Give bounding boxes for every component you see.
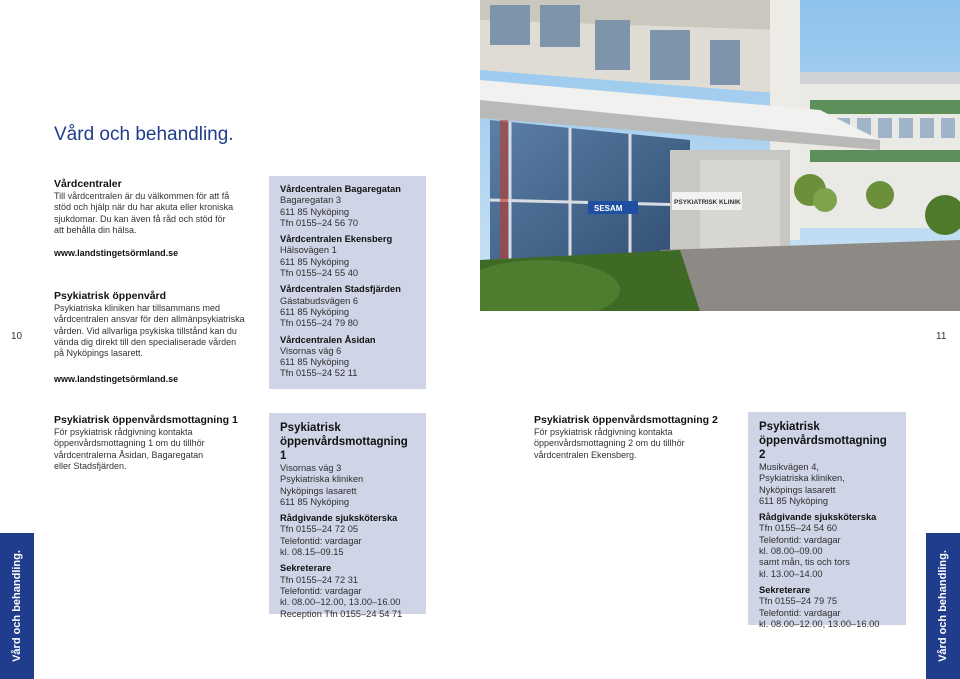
text-line: sjukdomar. Du kan även få råd och stöd för bbox=[54, 213, 226, 224]
center-line: Bagaregatan 3 bbox=[280, 195, 341, 206]
nurse-line: Tfn 0155–24 72 05 bbox=[280, 524, 359, 535]
text-line: vårdcentralen ansvar för den allmänpsykiatriska bbox=[54, 314, 245, 325]
oppenvard-heading: Psykiatrisk öppenvård bbox=[54, 290, 167, 302]
center-line: Gästabudsvägen 6 bbox=[280, 295, 359, 306]
text-line: För psykiatrisk rådgivning kontakta bbox=[54, 427, 193, 437]
address-line: Musikvägen 4, bbox=[759, 462, 819, 472]
address-line: 611 85 Nyköping bbox=[759, 495, 829, 506]
page-number-left: 10 bbox=[11, 331, 23, 342]
side-tab-label: Vård och behandling. bbox=[937, 550, 949, 662]
address-line: Nyköpings lasarett bbox=[759, 484, 836, 495]
vardcentraler-link[interactable]: www.landstingetsörmland.se bbox=[54, 248, 179, 259]
oppenvard-text bbox=[54, 303, 259, 359]
center-line: Tfn 0155–24 52 11 bbox=[280, 368, 358, 379]
nurse-line: Tfn 0155–24 54 60 bbox=[759, 523, 838, 534]
section-oppenvard bbox=[54, 290, 259, 384]
sign-entrance: SESAM bbox=[594, 204, 623, 213]
nurse-line: kl. 08.15–09.15 bbox=[280, 547, 344, 558]
section-vardcentraler bbox=[54, 178, 259, 258]
center-entry bbox=[280, 335, 415, 380]
box-title: öppenvårdsmottagning 1 bbox=[280, 436, 408, 462]
text-line: stöd och hjälp när du har akuta eller kroniska bbox=[54, 202, 234, 213]
text-line: Till vårdcentralen är du välkommen för att få bbox=[54, 191, 230, 201]
mottagning-1-heading: Psykiatrisk öppenvårdsmottagning 1 bbox=[54, 414, 238, 426]
side-tab-right bbox=[926, 533, 960, 679]
nurse-heading: Rådgivande sjuksköterska bbox=[280, 513, 398, 524]
vardcentral-address-box bbox=[269, 176, 426, 389]
sign-clinic: PSYKIATRISK KLINIK bbox=[674, 199, 741, 206]
building-photo bbox=[480, 0, 960, 311]
secretary-line: Telefontid: vardagar bbox=[759, 607, 841, 618]
text-line: eller Stadsfjärden. bbox=[54, 460, 127, 471]
text-line: För psykiatrisk rådgivning kontakta bbox=[534, 427, 673, 437]
address-line: Visornas väg 3 bbox=[280, 463, 342, 473]
center-line: 611 85 Nyköping bbox=[280, 206, 350, 217]
center-line: 611 85 Nyköping bbox=[280, 256, 350, 267]
text-line: öppenvårdsmottagning 2 om du tillhör bbox=[534, 438, 685, 449]
section-mottagning-2 bbox=[534, 414, 734, 461]
secretary-line: Tfn 0155–24 79 75 bbox=[759, 596, 838, 607]
box-title: Psykiatrisk bbox=[280, 422, 341, 434]
text-line: att behålla din hälsa. bbox=[54, 224, 137, 235]
page-number-right: 11 bbox=[936, 331, 947, 342]
address-line: 611 85 Nyköping bbox=[280, 496, 350, 507]
address-line: Nyköpings lasarett bbox=[280, 485, 357, 496]
center-name: Vårdcentralen Stadsfjärden bbox=[280, 284, 401, 295]
text-line: vården. Vid allvarliga psykiska tillstånd kan du bbox=[54, 325, 237, 336]
text-line: på Nyköpings lasarett. bbox=[54, 348, 144, 359]
address-line: Psykiatriska kliniken bbox=[280, 474, 364, 485]
mottagning-2-box bbox=[748, 412, 906, 629]
secretary-heading: Sekreterare bbox=[280, 563, 332, 574]
center-line: 611 85 Nyköping bbox=[280, 357, 350, 368]
center-line: Visornas väg 6 bbox=[280, 345, 342, 356]
vardcentraler-text bbox=[54, 191, 259, 236]
text-line: vända dig direkt till den specialiserade vården bbox=[54, 336, 237, 347]
center-entry bbox=[280, 234, 415, 279]
nurse-line: kl. 13.00–14.00 bbox=[759, 568, 823, 579]
vardcentraler-heading: Vårdcentraler bbox=[54, 178, 122, 190]
nurse-heading: Rådgivande sjuksköterska bbox=[759, 512, 877, 523]
text-line: öppenvårdsmottagning 1 om du tillhör bbox=[54, 438, 205, 449]
nurse-line: kl. 08.00–09.00 bbox=[759, 546, 823, 557]
center-line: Tfn 0155–24 79 80 bbox=[280, 318, 359, 329]
center-entry bbox=[280, 284, 415, 329]
nurse-line: samt mån, tis och tors bbox=[759, 557, 850, 568]
nurse-line: Telefontid: vardagar bbox=[759, 534, 841, 545]
center-line: Tfn 0155–24 56 70 bbox=[280, 217, 359, 228]
mottagning-1-box bbox=[269, 413, 426, 619]
box-title: öppenvårdsmottagning 2 bbox=[759, 435, 887, 461]
text-line: vårdcentralen Ekensberg. bbox=[534, 449, 637, 460]
building-illustration bbox=[480, 0, 960, 311]
text-line: vårdcentralerna Åsidan, Bagaregatan bbox=[54, 449, 204, 460]
page-title: Vård och behandling. bbox=[54, 124, 234, 145]
center-line: 611 85 Nyköping bbox=[280, 306, 350, 317]
secretary-line: Reception Tfn 0155–24 54 71 bbox=[280, 608, 403, 619]
secretary-line: kl. 08.00–12.00, 13.00–16.00 bbox=[280, 597, 401, 608]
nurse-line: Telefontid: vardagar bbox=[280, 535, 362, 546]
center-name: Vårdcentralen Ekensberg bbox=[280, 234, 393, 245]
center-name: Vårdcentralen Åsidan bbox=[280, 334, 376, 345]
side-tab-left bbox=[0, 533, 34, 679]
center-name: Vårdcentralen Bagaregatan bbox=[280, 184, 401, 194]
section-mottagning-1 bbox=[54, 414, 254, 472]
center-entry bbox=[280, 184, 415, 229]
secretary-heading: Sekreterare bbox=[759, 584, 811, 595]
text-line: Psykiatriska kliniken har tillsammans med bbox=[54, 303, 221, 313]
secretary-line: Tfn 0155–24 72 31 bbox=[280, 574, 359, 585]
mottagning-2-heading: Psykiatrisk öppenvårdsmottagning 2 bbox=[534, 414, 718, 426]
side-tab-label: Vård och behandling. bbox=[11, 550, 23, 662]
secretary-line: kl. 08.00–12.00, 13.00–16.00 bbox=[759, 618, 880, 629]
secretary-line: Telefontid: vardagar bbox=[280, 585, 362, 596]
box-title: Psykiatrisk bbox=[759, 421, 820, 433]
center-line: Hälsovägen 1 bbox=[280, 245, 337, 256]
center-line: Tfn 0155–24 55 40 bbox=[280, 268, 359, 279]
oppenvard-link[interactable]: www.landstingetsörmland.se bbox=[54, 374, 179, 385]
address-line: Psykiatriska kliniken, bbox=[759, 473, 845, 484]
